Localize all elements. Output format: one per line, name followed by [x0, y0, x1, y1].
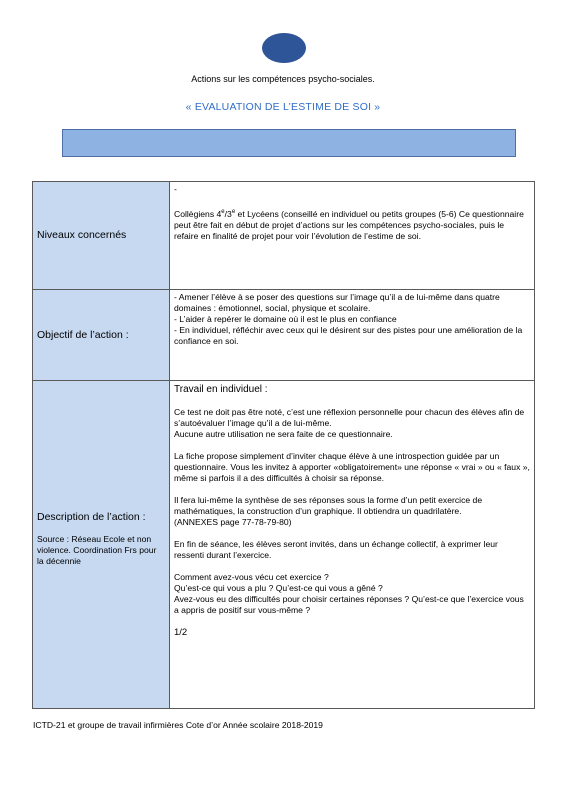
label-objectif: Objectif de l’action : — [33, 290, 170, 381]
content-niveaux — [170, 182, 535, 290]
action-table — [32, 181, 535, 709]
description-p1: Ce test ne doit pas être noté, c’est une réflexion personnelle pour chacun des élèves afin de s’autoévaluer l’image qu’il a de lui-même. — [174, 407, 525, 428]
question-3: Avez-vous eu des difficultés pour choisir certaines réponses ? Qu’est-ce que l’exercice vous a appris de positif sur vous-même ? — [174, 594, 524, 615]
row-niveaux — [33, 182, 535, 290]
page-title: « EVALUATION DE L’ESTIME DE SOI » — [185, 101, 381, 113]
niveaux-text: Collègiens 4e/3e et Lycéens (conseillé en individuel ou petits groupes (5-6) Ce questionnaire peut être fait en début de projet d’actions sur les compétences psycho-sociales, puis le refaire en finalité de projet pour voir l’évolution de l’estime de soi. — [174, 209, 524, 241]
question-2: Qu’est-ce qui vous a plu ? Qu’est-ce qui vous a gêné ? — [174, 583, 383, 593]
content-objectif — [170, 290, 535, 381]
label-description: Description de l’action : — [37, 511, 146, 523]
dash-marker: - — [174, 184, 177, 194]
content-description — [170, 381, 535, 709]
description-p2: Aucune autre utilisation ne sera faite de ce questionnaire. — [174, 429, 393, 439]
objectif-line-3: - En individuel, réfléchir avec ceux qui le désirent sur des pistes pour une amélioration de la confiance en soi. — [174, 325, 523, 346]
row-objectif — [33, 290, 535, 381]
label-niveaux: Niveaux concernés — [33, 182, 170, 290]
description-heading: Travail en individuel : — [174, 384, 268, 395]
page-number: 1/2 — [174, 627, 188, 638]
logo-ellipse — [262, 33, 306, 63]
objectif-line-2: - L’aider à repérer le domaine où il est le plus en confiance — [174, 314, 397, 324]
page-subtitle: Actions sur les compétences psycho-sociales. — [191, 74, 375, 84]
row-description — [33, 381, 535, 709]
label-description-cell — [33, 381, 170, 709]
header-band — [62, 129, 516, 157]
description-p5: (ANNEXES page 77-78-79-80) — [174, 517, 292, 527]
description-p4: Il fera lui-même la synthèse de ses réponses sous la forme d’un petit exercice de mathématiques, la construction d’un graphique. Il obtiendra un quadrilatère. — [174, 495, 483, 516]
description-p6: En fin de séance, les élèves seront invités, dans un échange collectif, à exprimer leur ressenti durant l’exercice. — [174, 539, 498, 560]
footer-text: ICTD-21 et groupe de travail infirmières Cote d’or Année scolaire 2018-2019 — [33, 720, 323, 730]
objectif-line-1: - Amener l’élève à se poser des questions sur l’image qu’il a de lui-même dans quatre domaines : émotionnel, social, physique et scolaire. — [174, 292, 500, 313]
question-1: Comment avez-vous vécu cet exercice ? — [174, 572, 329, 582]
description-p3: La fiche propose simplement d’inviter chaque élève à une introspection guidée par un questionnaire. Vous les invitez à apporter «obligatoirement» une réponse « vrai » ou « faux », même si parfois il a des difficultés à choisir sa réponse. — [174, 451, 530, 483]
source-note: Source : Réseau Ecole et non violence. Coordination Frs pour la décennie — [37, 534, 157, 566]
